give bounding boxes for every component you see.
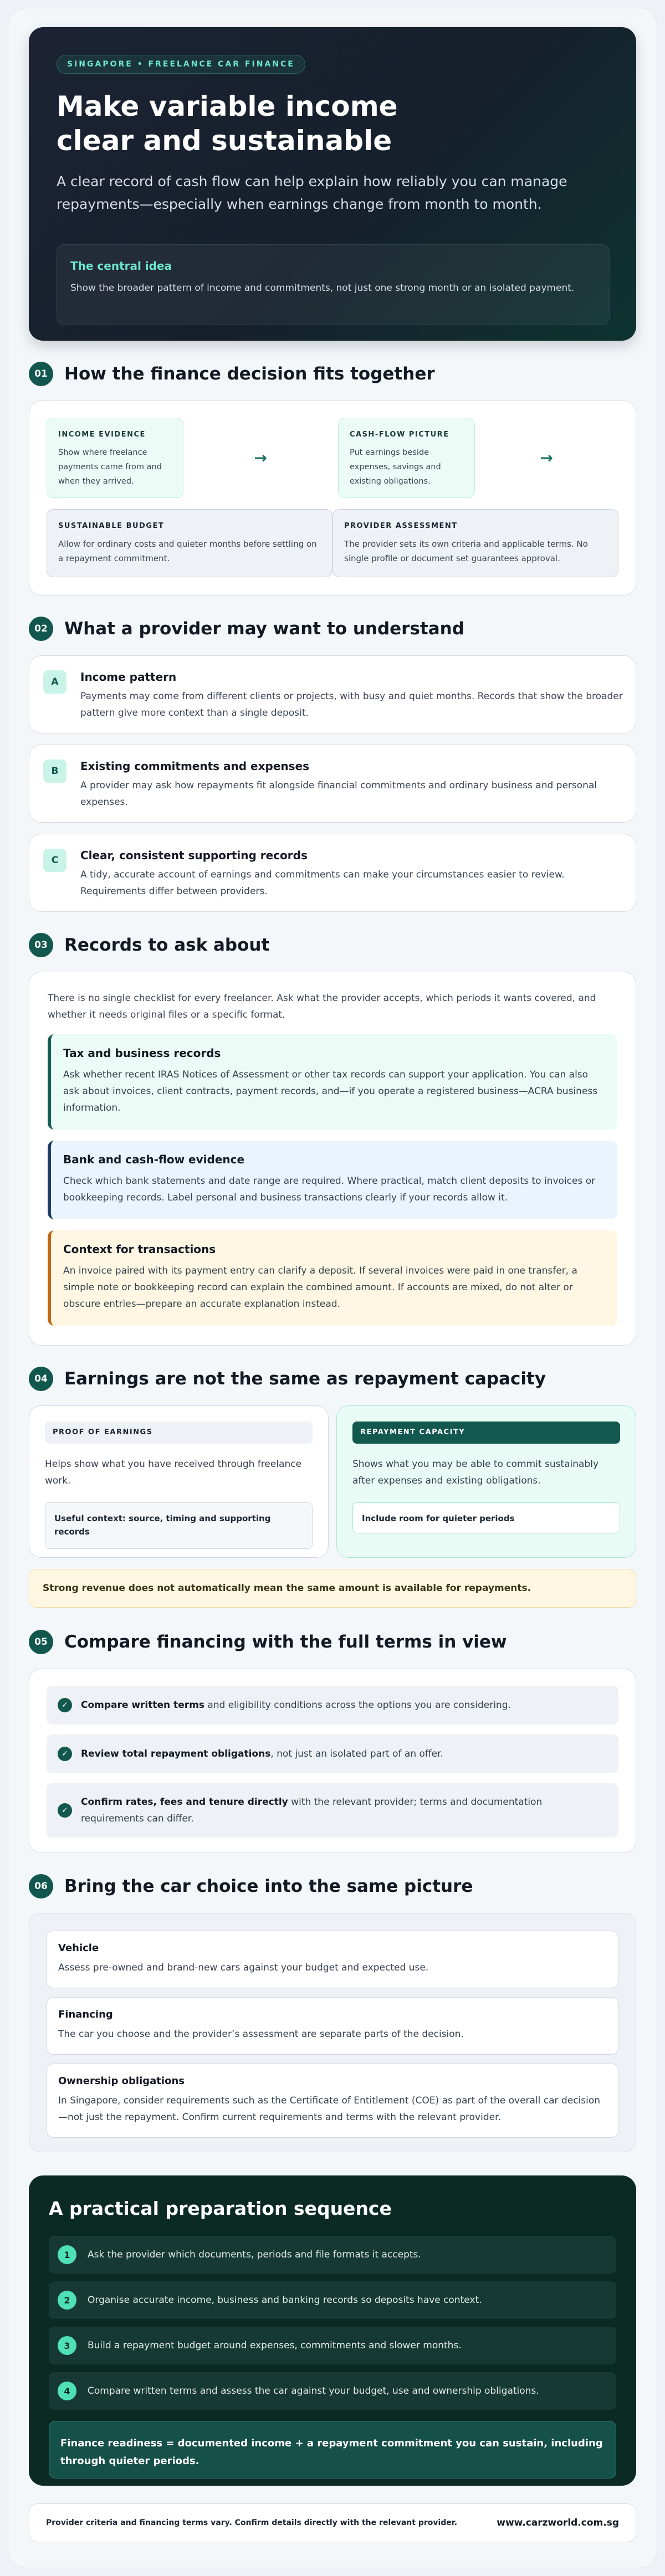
proof-of-earnings-card (29, 1405, 329, 1558)
readiness-formula: Finance readiness = documented income + a repayment commitment you can sustain, including through quieter periods. (49, 2421, 616, 2478)
income-evidence-box (47, 418, 183, 498)
step-number: 2 (58, 2291, 76, 2310)
records-box-title: Context for transactions (63, 1243, 216, 1256)
bank-evidence-box (48, 1141, 617, 1219)
letter-badge: A (43, 670, 66, 694)
section-header-02 (29, 615, 636, 642)
hero-lede: A clear record of cash flow can help explain how reliably you can manage repayments—especially when earnings change from month to month. (57, 173, 567, 212)
repayment-capacity-text: Shows what you may be able to commit sustainably after expenses and existing obligations. (352, 1459, 599, 1486)
arrow-right-icon: → (254, 449, 267, 467)
section-title: Records to ask about (64, 935, 270, 955)
flow-row (47, 509, 618, 577)
check-icon: ✓ (58, 1698, 72, 1712)
central-idea-title: The central idea (70, 259, 172, 273)
provider-assessment-text: The provider sets its own criteria and applicable terms. No single profile or document set guarantees approval. (344, 539, 588, 563)
records-intro: There is no single checklist for every freelancer. Ask what the provider accepts, which periods it wants covered, and whether it needs original files or a specific format. (48, 993, 596, 1020)
car-box-text: Assess pre-owned and brand-new cars against your budget and expected use. (58, 1962, 429, 1973)
car-box-text: In Singapore, consider requirements such as the Certificate of Entitlement (COE) as part of the overall car decision—not just the repayment. Confirm current requirements and terms with the relevant provider. (58, 2095, 601, 2123)
section-title: Bring the car choice into the same picture (64, 1876, 473, 1896)
understand-card (29, 655, 636, 733)
step-number: 3 (58, 2336, 76, 2355)
cash-flow-title: CASH-FLOW PICTURE (349, 430, 449, 439)
footer (29, 2503, 636, 2542)
section-title: Earnings are not the same as repayment capacity (64, 1369, 546, 1389)
hero-banner (29, 27, 636, 341)
understand-text: A tidy, accurate account of earnings and commitments can make your circumstances easier to review. Requirements differ between providers. (80, 869, 565, 897)
records-box-text: Check which bank statements and date range are required. Where practical, match client deposits to invoices or bookkeeping records. Label personal and business transactions clearly if your records allow it. (63, 1176, 596, 1203)
compare-row-bold: Confirm rates, fees and tenure directly (81, 1797, 288, 1808)
car-choice-panel (29, 1913, 636, 2152)
records-box-title: Bank and cash-flow evidence (63, 1153, 245, 1166)
section-header-06 (29, 1873, 636, 1900)
compare-row-rest: and eligibility conditions across the options you are considering. (204, 1700, 511, 1711)
revenue-warning: Strong revenue does not automatically mean the same amount is available for repayments. (29, 1569, 636, 1608)
step-text: Compare written terms and assess the car against your budget, use and ownership obligations. (88, 2385, 539, 2397)
section-header-01 (29, 361, 636, 387)
prep-step (49, 2236, 616, 2274)
check-icon: ✓ (58, 1803, 72, 1818)
letter-badge: C (43, 849, 66, 872)
step-number: 1 (58, 2245, 76, 2264)
car-box-title: Vehicle (58, 1942, 99, 1954)
section-title: How the finance decision fits together (64, 364, 435, 384)
compare-row-bold: Compare written terms (81, 1700, 204, 1711)
step-number: 4 (58, 2382, 76, 2400)
provider-assessment-title: PROVIDER ASSESSMENT (344, 522, 458, 530)
content-frame (8, 8, 657, 2568)
understand-title: Clear, consistent supporting records (80, 849, 308, 862)
compare-row-text (81, 1697, 511, 1713)
understand-text: A provider may ask how repayments fit alongside financial commitments and ordinary business and personal expenses. (80, 780, 597, 808)
understand-card (29, 745, 636, 823)
preparation-title: A practical preparation sequence (49, 2198, 392, 2219)
page-title: Make variable income clear and sustainable (57, 90, 398, 157)
letter-badge: B (43, 760, 66, 783)
section-title: What a provider may want to understand (64, 619, 464, 639)
vehicle-box (47, 1931, 618, 1988)
arrow-right-icon: → (540, 449, 553, 467)
proof-of-earnings-tag: PROOF OF EARNINGS (45, 1422, 313, 1444)
sustainable-budget-title: SUSTAINABLE BUDGET (58, 522, 165, 530)
central-idea-text: Show the broader pattern of income and commitments, not just one strong month or an isolated payment. (70, 283, 575, 294)
compare-row-text (81, 1746, 443, 1762)
ownership-box (47, 2064, 618, 2138)
region-pill: SINGAPORE • FREELANCE CAR FINANCE (57, 55, 305, 74)
cash-flow-text: Put earnings beside expenses, savings and existing obligations. (349, 448, 441, 486)
compare-row-bold: Review total repayment obligations (81, 1748, 271, 1759)
sustainable-budget-text: Allow for ordinary costs and quieter months before settling on a repayment commitment. (58, 539, 317, 563)
prep-step (49, 2372, 616, 2410)
car-box-text: The car you choose and the provider’s assessment are separate parts of the decision. (58, 2029, 464, 2040)
transaction-context-box (48, 1230, 617, 1326)
proof-of-earnings-text: Helps show what you have received through freelance work. (45, 1459, 302, 1486)
proof-of-earnings-note: Useful context: source, timing and supporting records (45, 1502, 313, 1549)
preparation-sequence (29, 2175, 636, 2486)
footer-note: Provider criteria and financing terms vary. Confirm details directly with the relevant provider. (46, 2518, 458, 2527)
section-number: 03 (29, 933, 53, 957)
understand-title: Existing commitments and expenses (80, 760, 309, 773)
section-number: 02 (29, 617, 53, 641)
compare-row (47, 1783, 618, 1838)
car-box-title: Ownership obligations (58, 2075, 185, 2087)
records-box-text: Ask whether recent IRAS Notices of Assessment or other tax records can support your application. You can also ask about invoices, client contracts, payment records, and—if you operate a registered business—ACRA business information. (63, 1069, 598, 1113)
tax-records-box (48, 1034, 617, 1130)
section-title: Compare financing with the full terms in view (64, 1632, 507, 1652)
repayment-capacity-card (336, 1405, 636, 1558)
provider-assessment-box (332, 509, 618, 577)
repayment-capacity-note: Include room for quieter periods (352, 1502, 620, 1533)
flow-row (47, 418, 618, 498)
compare-card (29, 1669, 636, 1853)
check-icon: ✓ (58, 1747, 72, 1761)
financing-box (47, 1997, 618, 2055)
records-box-title: Tax and business records (63, 1046, 221, 1060)
understand-card (29, 834, 636, 912)
repayment-capacity-tag: REPAYMENT CAPACITY (352, 1422, 620, 1444)
compare-row (47, 1686, 618, 1725)
footer-site-link[interactable]: www.carzworld.com.sg (497, 2517, 619, 2528)
compare-row-rest: , not just an isolated part of an offer. (270, 1748, 443, 1759)
records-card (29, 972, 636, 1346)
cash-flow-box (338, 418, 475, 498)
understand-text: Payments may come from different clients or projects, with busy and quiet months. Records that show the broader pattern give more context than a single deposit. (80, 691, 623, 719)
section-header-04 (29, 1366, 636, 1392)
central-idea-box (57, 244, 610, 325)
income-evidence-title: INCOME EVIDENCE (58, 430, 146, 439)
prep-step (49, 2327, 616, 2364)
section-number: 05 (29, 1630, 53, 1654)
decision-flow-card (29, 401, 636, 596)
compare-row (47, 1735, 618, 1773)
section-header-03 (29, 932, 636, 958)
compare-row-text (81, 1794, 607, 1827)
section-number: 01 (29, 362, 53, 386)
car-box-title: Financing (58, 2009, 113, 2020)
income-evidence-text: Show where freelance payments came from and when they arrived. (58, 448, 162, 486)
step-text: Organise accurate income, business and banking records so deposits have context. (88, 2295, 482, 2306)
understand-title: Income pattern (80, 670, 177, 684)
sustainable-budget-box (47, 509, 332, 577)
earnings-vs-capacity (29, 1405, 636, 1558)
step-text: Ask the provider which documents, periods and file formats it accepts. (88, 2249, 421, 2260)
prep-step (49, 2281, 616, 2319)
step-text: Build a repayment budget around expenses, commitments and slower months. (88, 2340, 462, 2351)
section-header-05 (29, 1629, 636, 1655)
compare-row-rest: with the relevant provider; terms and documentation requirements can differ. (81, 1797, 543, 1824)
section-number: 04 (29, 1367, 53, 1391)
records-box-text: An invoice paired with its payment entry can clarify a deposit. If several invoices were paid in one transfer, a simple note or bookkeeping record can explain the combined amount. If accounts are mixed, do not alter or obscure entries—prepare an accurate explanation instead. (63, 1265, 577, 1310)
section-number: 06 (29, 1874, 53, 1898)
